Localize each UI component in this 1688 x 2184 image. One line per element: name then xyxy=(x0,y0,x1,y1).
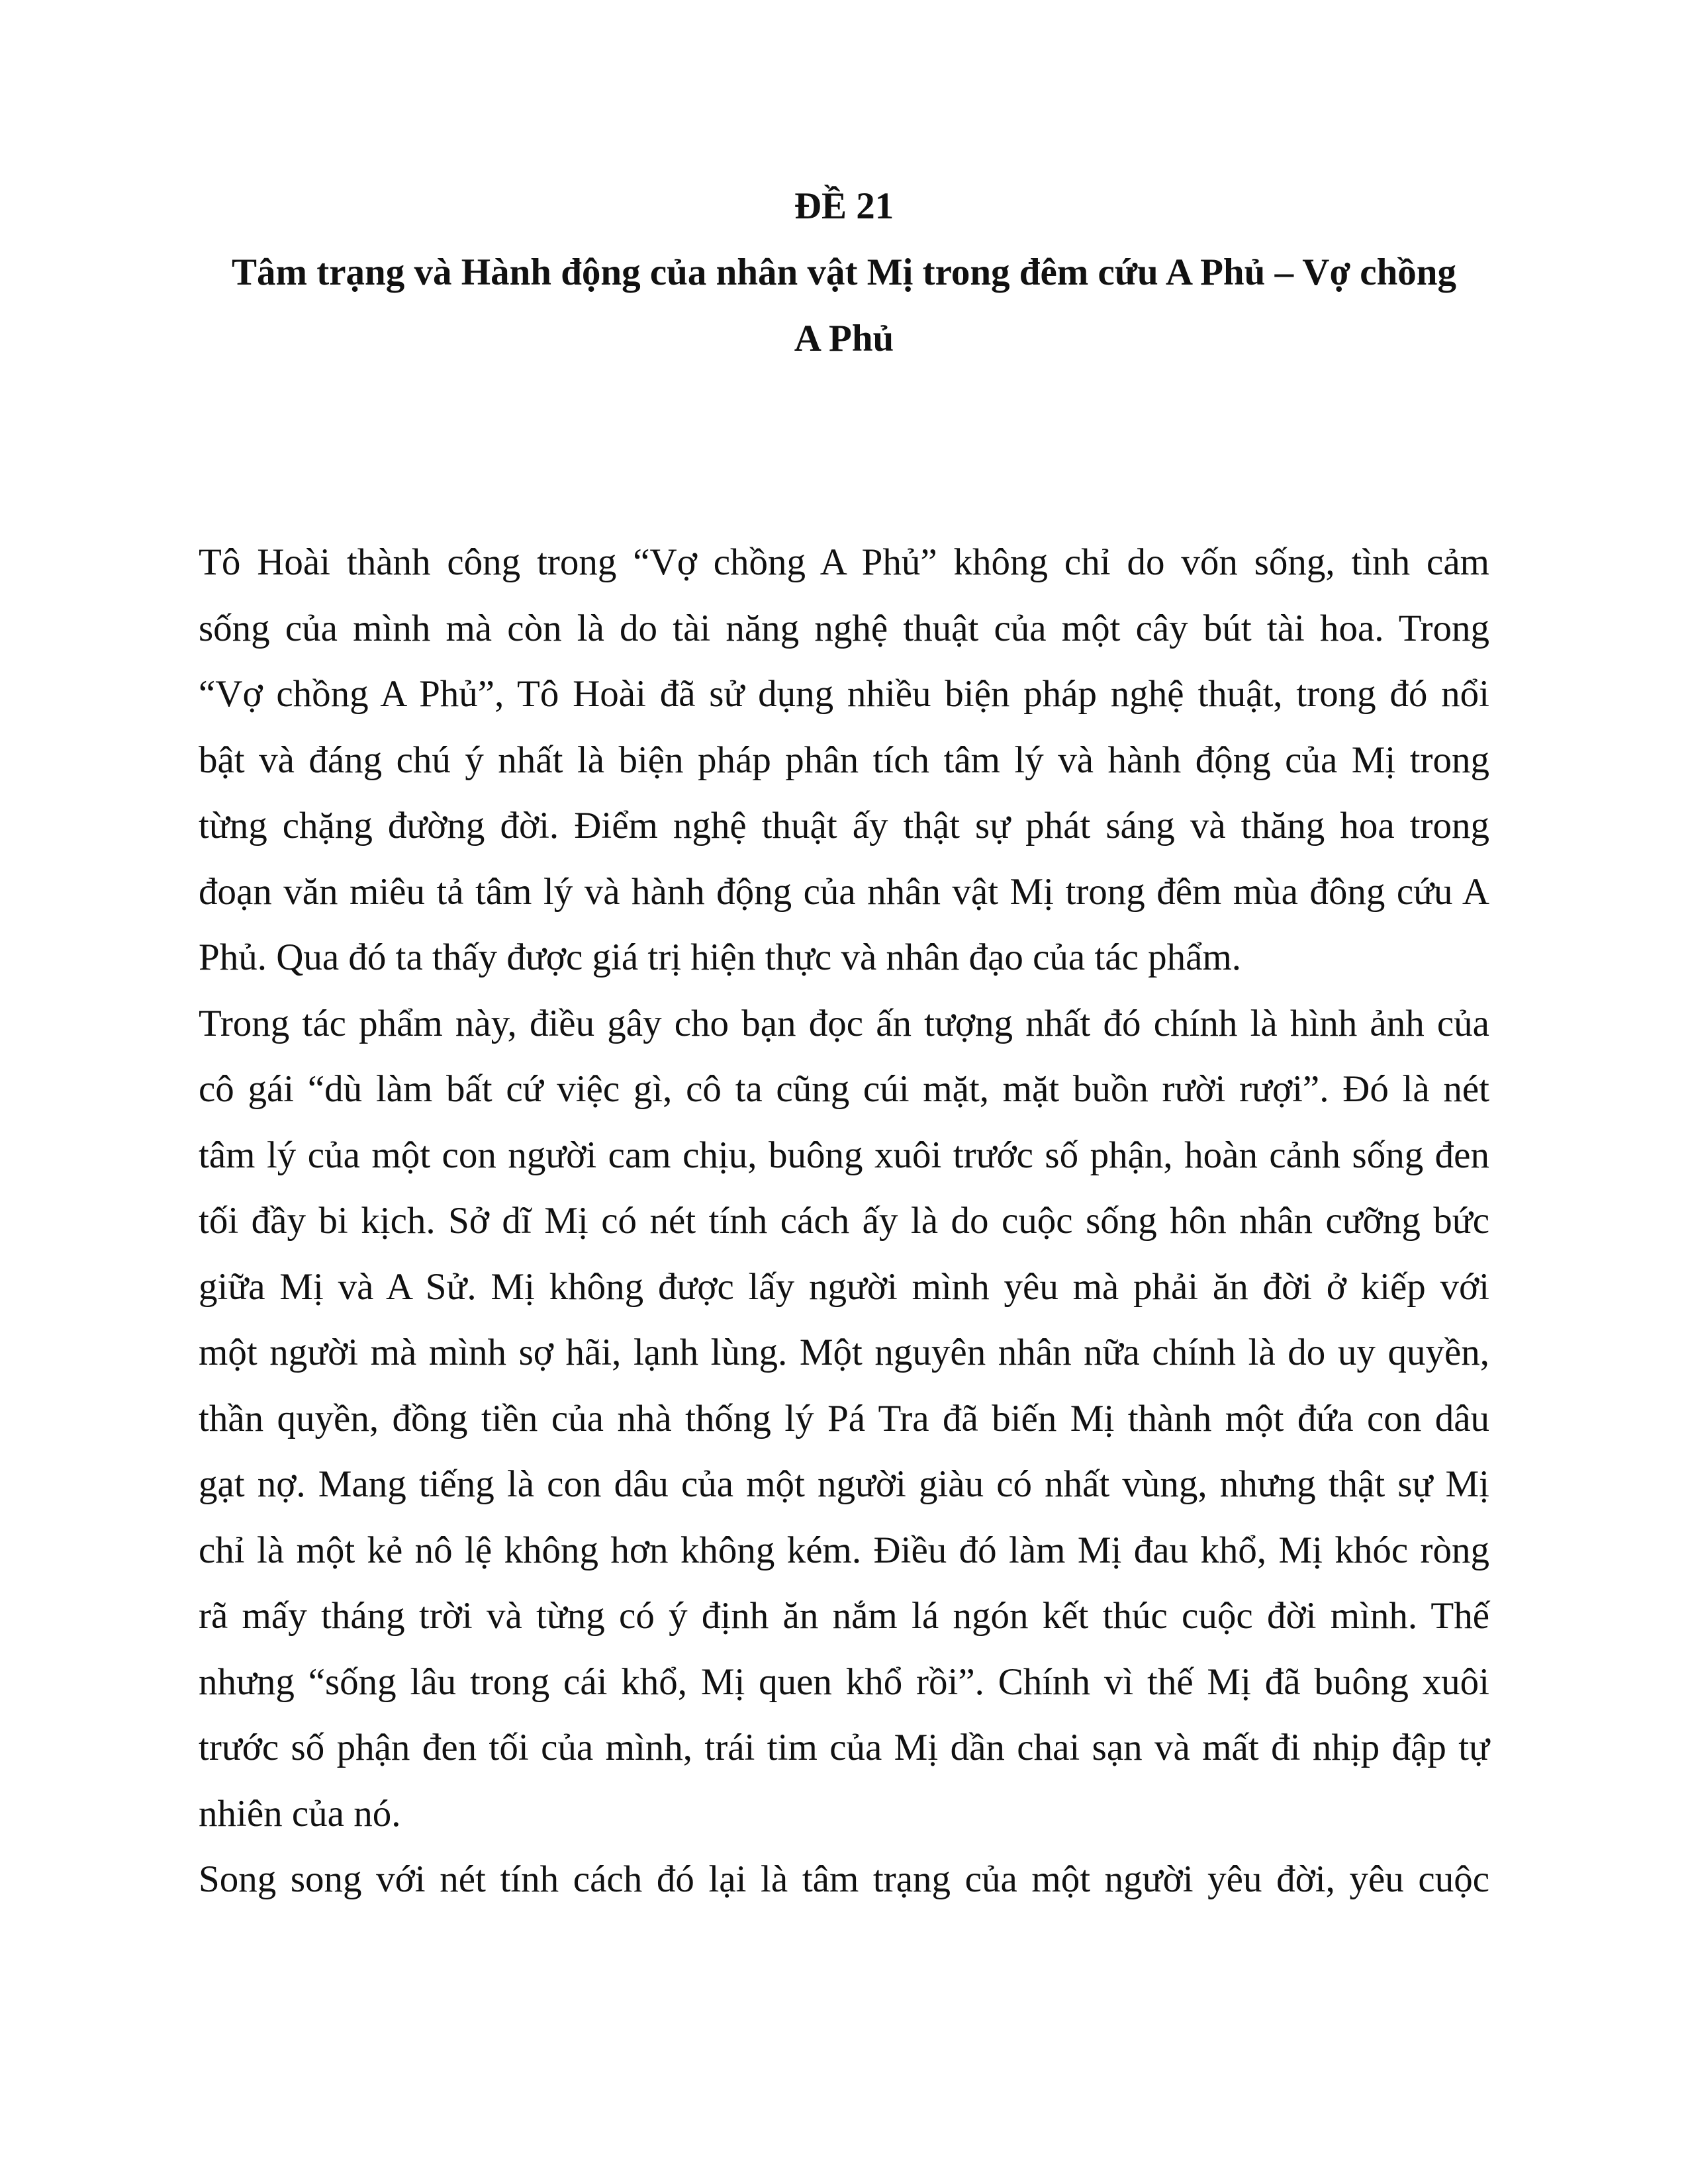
text-line: giữa Mị và A Sử. Mị không được lấy người mình yêu mà phải ăn đời ở kiếp với xyxy=(199,1265,1489,1308)
text-line: từng chặng đường đời. Điểm nghệ thuật ấy thật sự phát sáng và thăng hoa trong xyxy=(199,805,1489,846)
text-line: tâm lý của một con người cam chịu, buông xuôi trước số phận, hoàn cảnh sống đen xyxy=(199,1134,1489,1176)
text-line: trước số phận đen tối của mình, trái tim của Mị dần chai sạn và mất đi nhịp đập tự xyxy=(199,1727,1489,1768)
text-line: thần quyền, đồng tiền của nhà thống lý Pá Tra đã biến Mị thành một đứa con dâu xyxy=(199,1397,1489,1439)
text-line: Song song với nét tính cách đó lại là tâm trạng của một người yêu đời, yêu cuộc xyxy=(199,1858,1489,1900)
text-line: “Vợ chồng A Phủ”, Tô Hoài đã sử dụng nhiều biện pháp nghệ thuật, trong đó nổi xyxy=(199,673,1489,715)
document-body xyxy=(199,529,1489,1913)
text-line: sống của mình mà còn là do tài năng nghệ thuật của một cây bút tài hoa. Trong xyxy=(199,607,1489,649)
text-line: một người mà mình sợ hãi, lạnh lùng. Một nguyên nhân nữa chính là do uy quyền, xyxy=(199,1332,1489,1373)
document-title xyxy=(0,240,1688,372)
text-line: nhưng “sống lâu trong cái khổ, Mị quen khổ rồi”. Chính vì thế Mị đã buông xuôi xyxy=(199,1661,1489,1703)
text-line: nhiên của nó. xyxy=(199,1792,401,1835)
text-line: Trong tác phẩm này, điều gây cho bạn đọc ấn tượng nhất đó chính là hình ảnh của xyxy=(199,1002,1489,1044)
paragraph-2 xyxy=(199,991,1489,1847)
text-line: Tô Hoài thành công trong “Vợ chồng A Phủ” không chỉ do vốn sống, tình cảm xyxy=(199,541,1489,583)
title-line: Tâm trạng và Hành động của nhân vật Mị trong đêm cứu A Phủ – Vợ chồng xyxy=(232,251,1456,293)
paragraph-3 xyxy=(199,1846,1489,1913)
title-line: A Phủ xyxy=(794,318,894,359)
text-line: chỉ là một kẻ nô lệ không hơn không kém. Điều đó làm Mị đau khổ, Mị khóc ròng xyxy=(199,1529,1489,1571)
paragraph-1 xyxy=(199,529,1489,991)
text-line: bật và đáng chú ý nhất là biện pháp phân tích tâm lý và hành động của Mị trong xyxy=(199,739,1489,781)
text-line: gạt nợ. Mang tiếng là con dâu của một người giàu có nhất vùng, nhưng thật sự Mị xyxy=(199,1463,1489,1505)
text-line: cô gái “dù làm bất cứ việc gì, cô ta cũng cúi mặt, mặt buồn rười rượi”. Đó là nét xyxy=(199,1068,1489,1110)
text-line: rã mấy tháng trời và từng có ý định ăn nắm lá ngón kết thúc cuộc đời mình. Thế xyxy=(199,1595,1489,1637)
text-line: Phủ. Qua đó ta thấy được giá trị hiện thực và nhân đạo của tác phẩm. xyxy=(199,936,1242,978)
exam-number: ĐỀ 21 xyxy=(794,185,894,227)
text-line: tối đầy bi kịch. Sở dĩ Mị có nét tính cách ấy là do cuộc sống hôn nhân cưỡng bức xyxy=(199,1200,1489,1242)
text-line: đoạn văn miêu tả tâm lý và hành động của nhân vật Mị trong đêm mùa đông cứu A xyxy=(199,870,1489,913)
